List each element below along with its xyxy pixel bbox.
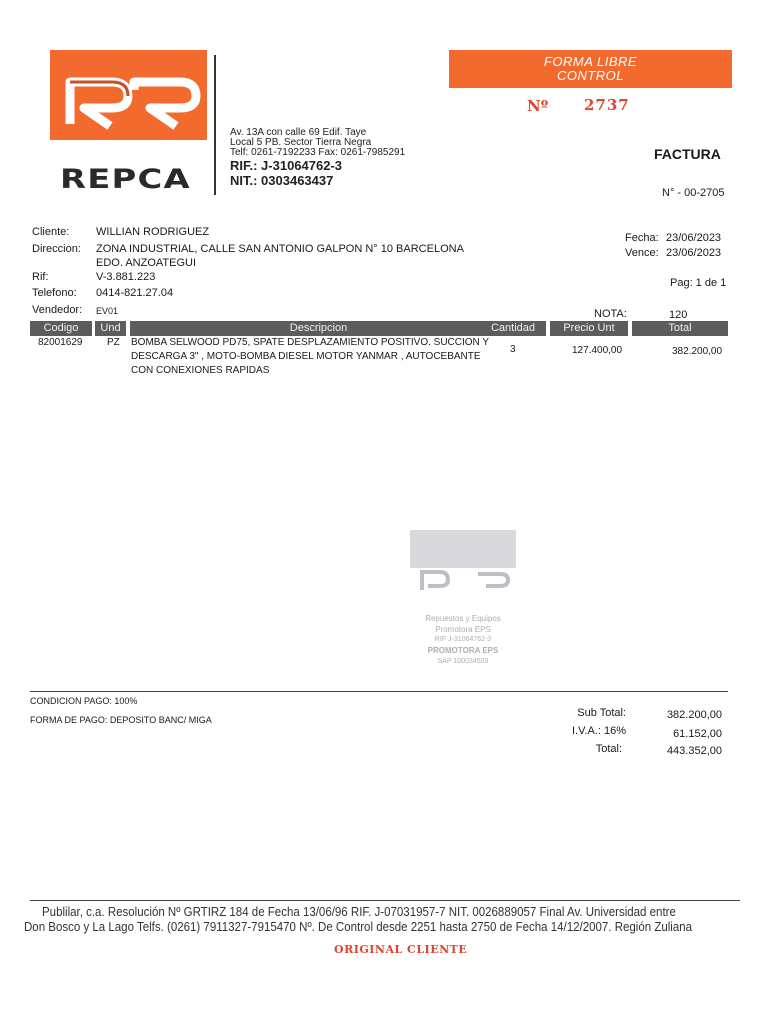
row-description-3: CON CONEXIONES RAPIDAS — [131, 365, 270, 376]
company-phones: Telf: 0261-7192233 Fax: 0261-7985291 — [230, 147, 406, 158]
copy-label: ORIGINAL CLIENTE — [334, 943, 468, 956]
payment-condition: CONDICION PAGO: 100% — [30, 696, 138, 706]
company-nit: NIT.: 0303463437 — [230, 173, 334, 188]
fecha-label: Fecha: — [625, 232, 659, 244]
company-rif: RIF.: J-31064762-3 — [230, 158, 343, 173]
total-label: Total: — [595, 743, 622, 755]
items-table-header — [30, 321, 728, 336]
iva-value: 61.152,00 — [673, 728, 722, 740]
printer-info-2: Don Bosco y La Lago Telfs. (0261) 7911327-7915470 Nº. De Control desde 2251 hasta 2750 de Fecha 14/12/2007. Región Zuliana — [24, 920, 693, 934]
company-logo — [50, 50, 207, 140]
row-codigo: 82001629 — [38, 337, 83, 348]
header-divider — [214, 55, 216, 195]
forma-libre-title: FORMA LIBRE — [543, 54, 638, 69]
stamp-line: PROMOTORA EPS — [427, 646, 499, 655]
iva-label: I.V.A.: 16% — [571, 725, 626, 737]
stamp-line: SAP 100034503 — [437, 658, 489, 665]
col-codigo: Codigo — [30, 321, 92, 336]
direccion-label: Direccion: — [32, 243, 81, 255]
stamp-logo-icon — [410, 530, 516, 600]
vendedor-value: EV01 — [96, 306, 119, 316]
col-precio: Precio Unt — [550, 321, 628, 336]
row-description: BOMBA SELWOOD PD75, SPATE DESPLAZAMIENTO POSITIVO. SUCCION Y — [131, 337, 490, 348]
fecha-value: 23/06/2023 — [666, 232, 722, 244]
row-cantidad: 3 — [510, 344, 516, 355]
total-value: 443.352,00 — [666, 745, 722, 757]
cliente-value: WILLIAN RODRIGUEZ — [96, 226, 210, 238]
table-row — [0, 336, 768, 380]
address-line: Av. 13A con calle 69 Edif. Taye — [230, 127, 367, 138]
cliente-label: Cliente: — [32, 226, 70, 238]
direccion-value-2: EDO. ANZOATEGUI — [96, 257, 197, 269]
control-number-label: Nº — [527, 97, 549, 115]
forma-libre-banner — [449, 50, 732, 88]
page-indicator: Pag: 1 de 1 — [670, 277, 727, 289]
nota-value: 120 — [669, 309, 688, 321]
col-cantidad: Cantidad — [480, 321, 546, 336]
payment-method: FORMA DE PAGO: DEPOSITO BANC/ MIGA — [30, 715, 212, 725]
nota-label: NOTA: — [594, 308, 627, 320]
telefono-label: Telefono: — [32, 287, 77, 299]
col-und: Und — [95, 321, 126, 336]
logo-mark-icon — [50, 50, 207, 140]
invoice-number: N° - 00-2705 — [662, 187, 725, 199]
vence-value: 23/06/2023 — [666, 247, 722, 259]
row-description-2: DESCARGA 3" , MOTO-BOMBA DIESEL MOTOR YANMAR , AUTOCEBANTE — [131, 351, 481, 362]
col-descripcion: Descripcion — [130, 321, 507, 336]
vendedor-label: Vendedor: — [32, 304, 83, 316]
vence-label: Vence: — [625, 247, 659, 259]
address-line: Local 5 PB. Sector Tierra Negra — [230, 137, 372, 148]
logo-wordmark: REPCA — [60, 164, 191, 195]
company-address — [230, 128, 405, 188]
telefono-value: 0414-821.27.04 — [96, 287, 174, 299]
stamp-line: Promotora EPS — [435, 625, 491, 634]
printer-info: Publilar, c.a. Resolución Nº GRTIRZ 184 de Fecha 13/06/96 RIF. J-07031957-7 NIT. 0026889057 Final Av. Universidad entre — [42, 905, 676, 919]
stamp-line: RIF J-31064762-3 — [434, 636, 492, 643]
control-number: 2737 — [584, 96, 630, 114]
stamp-line: Repuestos y Equipos — [425, 614, 501, 623]
divider — [30, 691, 728, 692]
company-stamp — [410, 530, 516, 670]
rif-label: Rif: — [32, 271, 49, 283]
row-total: 382.200,00 — [672, 346, 723, 357]
subtotal-label: Sub Total: — [577, 707, 626, 719]
direccion-value: ZONA INDUSTRIAL, CALLE SAN ANTONIO GALPON N° 10 BARCELONA — [96, 243, 464, 255]
row-precio: 127.400,00 — [572, 345, 623, 356]
footer-divider — [30, 900, 740, 901]
document-type: FACTURA — [654, 146, 721, 162]
forma-libre-subtitle: CONTROL — [556, 68, 625, 83]
rif-value: V-3.881.223 — [96, 271, 156, 283]
col-total: Total — [632, 321, 728, 336]
row-und: PZ — [107, 337, 120, 348]
subtotal-value: 382.200,00 — [666, 709, 722, 721]
